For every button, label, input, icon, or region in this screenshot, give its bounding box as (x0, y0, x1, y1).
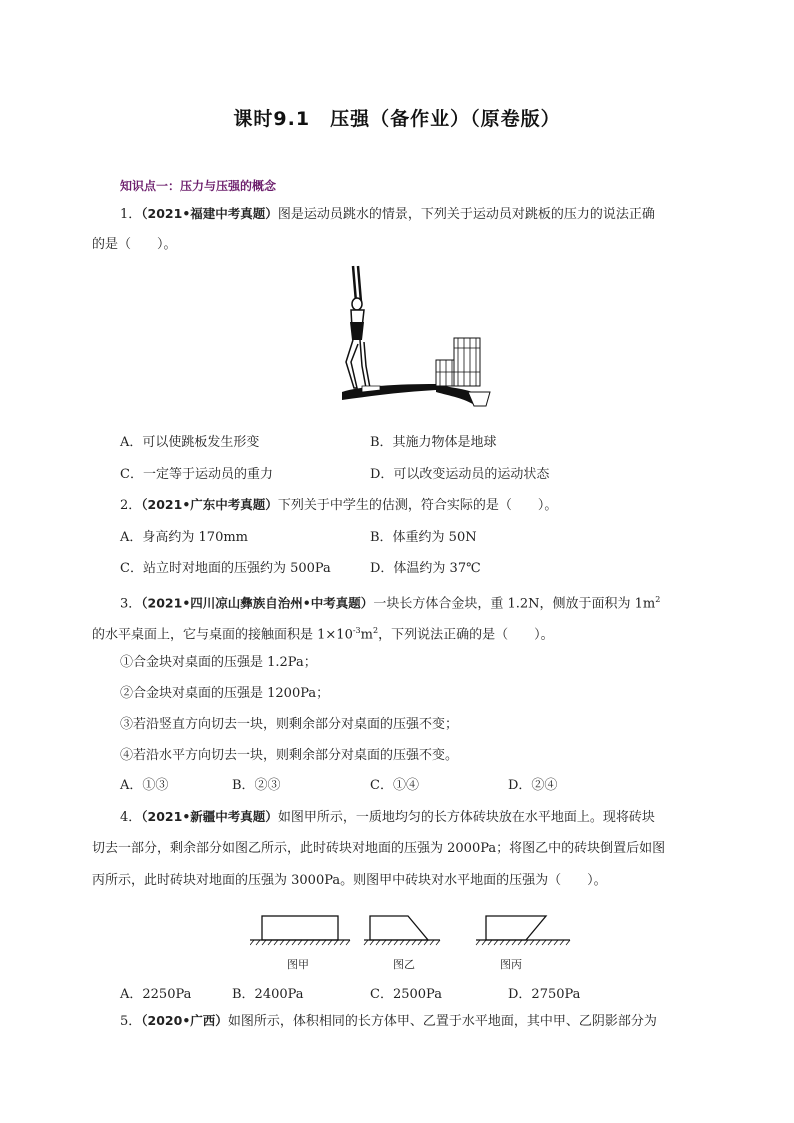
q3-sup-neg3: -3 (352, 626, 361, 635)
q1-number: 1． (120, 207, 142, 222)
q3-text2b: m (360, 627, 373, 643)
section-heading: 知识点一：压力与压强的概念 (120, 179, 277, 193)
q3-text1: 一块长方体合金块，重 1.2N，侧放于面积为 1m (373, 596, 656, 612)
q3-statement-2: ②合金块对桌面的压强是 1200Pa； (120, 686, 330, 701)
q1-line2: 的是（ ）。 (92, 237, 177, 252)
q2-option-c: C．站立时对地面的压强约为 500Pa (120, 561, 331, 576)
q1-option-d: D．可以改变运动员的运动状态 (370, 467, 550, 482)
q4-text1: 如图甲所示，一质地均匀的长方体砖块放在水平地面上。现将砖块 (277, 810, 655, 825)
q3-number: 3． (120, 596, 142, 612)
q2-source: （2021•广东中考真题） (141, 497, 278, 512)
q3-text2a: 的水平桌面上，它与桌面的接触面积是 1×10 (92, 627, 353, 643)
q4-number: 4． (120, 810, 142, 825)
q1-option-b: B．其施力物体是地球 (370, 435, 497, 450)
q4-option-a: A．2250Pa (120, 987, 192, 1002)
q4-option-c: C．2500Pa (370, 987, 442, 1002)
q2-line1 (120, 496, 557, 515)
q1-option-a: A．可以使跳板发生形变 (120, 435, 260, 450)
q2-text1: 下列关于中学生的估测，符合实际的是（ ）。 (277, 498, 558, 513)
q3-sup-squared-2: 2 (372, 626, 379, 635)
q4-line2: 切去一部分，剩余部分如图乙所示，此时砖块对地面的压强为 2000Pa；将图乙中的砖块倒置后如图 (92, 841, 666, 856)
q5-text1: 如图所示，体积相同的长方体甲、乙置于水平地面，其中甲、乙阴影部分为 (227, 1014, 657, 1029)
q3-statement-3: ③若沿竖直方向切去一块，则剩余部分对桌面的压强不变； (120, 717, 459, 732)
q4-source: （2021•新疆中考真题） (141, 809, 278, 824)
q5-number: 5． (120, 1014, 142, 1029)
q4-option-d: D．2750Pa (508, 987, 581, 1002)
caption-yi: 图乙 (393, 958, 415, 971)
page-title: 课时9.1 压强（备作业）（原卷版） (233, 108, 561, 130)
q3-statement-4: ④若沿水平方向切去一块，则剩余部分对桌面的压强不变。 (120, 748, 459, 763)
q3-line1 (120, 591, 660, 613)
brick-figure-yi (364, 916, 440, 945)
q1-line1 (120, 205, 655, 224)
q3-option-d: D．②④ (508, 778, 558, 793)
q3-option-a: A．①③ (120, 778, 169, 793)
q3-option-b: B．②③ (232, 778, 281, 793)
q4-option-b: B．2400Pa (232, 987, 304, 1002)
brick-figures (250, 912, 575, 946)
brick-figure-bing (476, 916, 570, 945)
q5-source: （2020•广西） (141, 1013, 228, 1028)
q5-line1 (120, 1012, 657, 1031)
q3-sup-squared: 2 (655, 595, 661, 604)
q2-number: 2． (120, 498, 142, 513)
brick-figure-jia (250, 916, 350, 945)
q4-line3: 丙所示，此时砖块对地面的压强为 3000Pa。则图甲中砖块对水平地面的压强为（ ）。 (92, 873, 607, 888)
q3-source: （2021•四川凉山彝族自治州•中考真题） (141, 595, 374, 611)
diver-springboard-figure (340, 262, 510, 410)
q3-text2c: ，下列说法正确的是（ ）。 (378, 627, 554, 643)
q4-line1 (120, 808, 655, 827)
q2-option-d: D．体温约为 37℃ (370, 561, 481, 576)
q3-statement-1: ①合金块对桌面的压强是 1.2Pa； (120, 655, 317, 670)
q2-option-b: B．体重约为 50N (370, 530, 477, 545)
q2-option-a: A．身高约为 170mm (120, 530, 248, 545)
q3-line2 (92, 622, 554, 644)
q1-option-c: C．一定等于运动员的重力 (120, 467, 273, 482)
caption-jia: 图甲 (287, 958, 309, 971)
q1-text1: 图是运动员跳水的情景，下列关于运动员对跳板的压力的说法正确 (277, 207, 655, 222)
q1-source: （2021•福建中考真题） (141, 206, 278, 221)
q3-option-c: C．①④ (370, 778, 419, 793)
caption-bing: 图丙 (500, 958, 522, 971)
